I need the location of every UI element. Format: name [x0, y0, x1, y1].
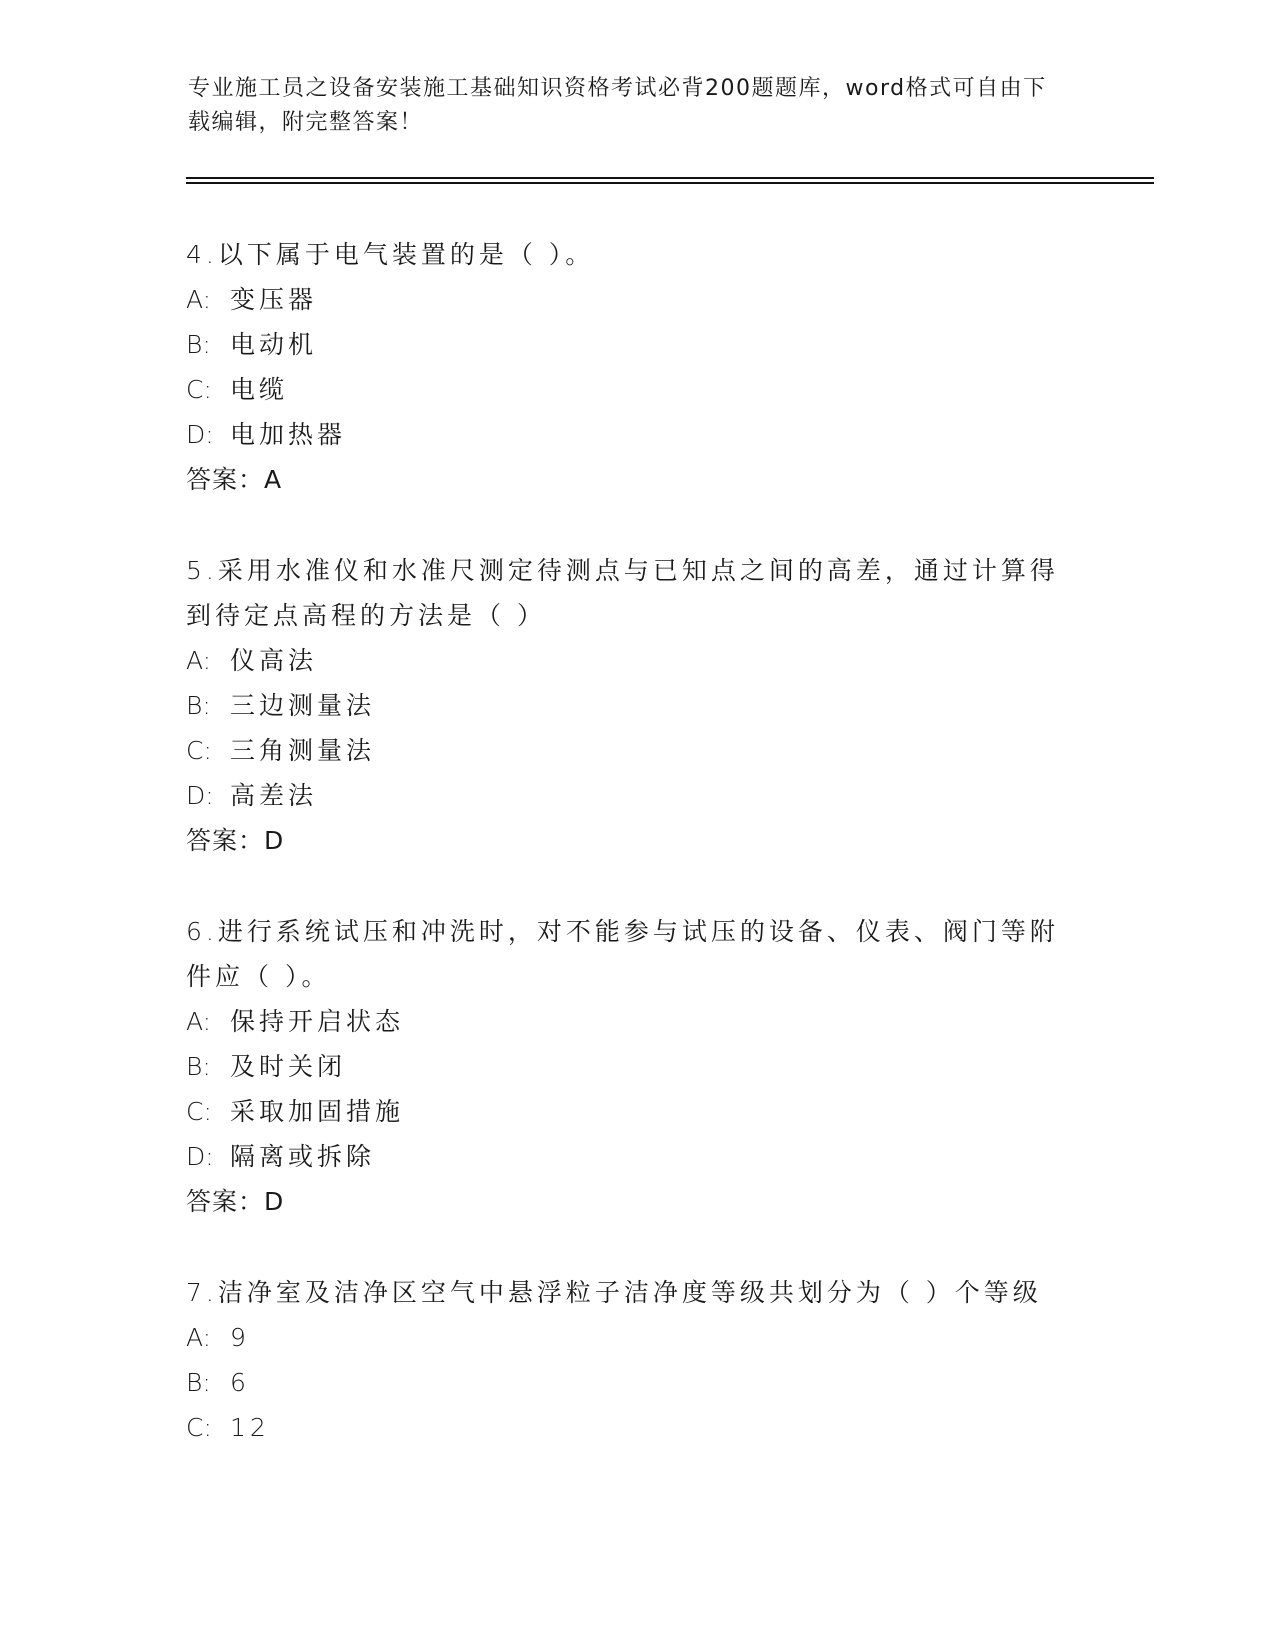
option-d — [186, 412, 1086, 457]
option-d — [186, 1134, 1086, 1179]
option-text: 变压器 — [230, 285, 318, 314]
question-list — [186, 232, 1086, 1496]
question-text: 7.洁净室及洁净区空气中悬浮粒子洁净度等级共划分为（ ）个等级 — [186, 1278, 1042, 1307]
answer-line: 答案：D — [186, 1187, 285, 1216]
option-c — [186, 367, 1086, 412]
option-d — [186, 773, 1086, 818]
option-text: 隔离或拆除 — [230, 1142, 376, 1171]
option-c — [186, 1089, 1086, 1134]
option-letter: B: — [186, 1368, 211, 1397]
option-letter: C: — [186, 375, 212, 404]
question-text: 5.采用水准仪和水准尺测定待测点与已知点之间的高差，通过计算得到待定点高程的方法是（ ） — [186, 556, 1059, 630]
option-c — [186, 728, 1086, 773]
question-text: 6.进行系统试压和冲洗时，对不能参与试压的设备、仪表、阀门等附件应（ ）。 — [186, 917, 1059, 991]
question-7 — [186, 1270, 1086, 1450]
option-text: 三角测量法 — [230, 736, 376, 765]
option-letter: C: — [186, 1413, 212, 1442]
option-b — [186, 322, 1086, 367]
header-divider-bottom — [186, 182, 1154, 184]
option-b — [186, 683, 1086, 728]
option-a — [186, 999, 1086, 1044]
option-text: 电缆 — [230, 375, 289, 404]
option-letter: C: — [186, 736, 212, 765]
option-a — [186, 638, 1086, 683]
option-letter: D: — [186, 420, 214, 449]
option-a — [186, 277, 1086, 322]
question-4 — [186, 232, 1086, 502]
option-b — [186, 1044, 1086, 1089]
option-letter: A: — [186, 285, 212, 314]
option-b — [186, 1360, 1086, 1405]
option-text: 高差法 — [230, 781, 318, 810]
answer-line: 答案：D — [186, 826, 285, 855]
option-text: 9 — [230, 1323, 250, 1352]
option-letter: D: — [186, 1142, 214, 1171]
option-letter: A: — [186, 1007, 212, 1036]
option-letter: A: — [186, 1323, 212, 1352]
question-text: 4.以下属于电气装置的是（ ）。 — [186, 240, 595, 269]
option-letter: B: — [186, 691, 211, 720]
question-5 — [186, 548, 1086, 863]
option-letter: D: — [186, 781, 214, 810]
header-divider-top — [186, 177, 1154, 179]
option-letter: B: — [186, 330, 211, 359]
option-text: 电加热器 — [230, 420, 347, 449]
question-6 — [186, 909, 1086, 1224]
option-c — [186, 1405, 1086, 1450]
option-letter: C: — [186, 1097, 212, 1126]
option-letter: B: — [186, 1052, 211, 1081]
option-text: 保持开启状态 — [230, 1007, 405, 1036]
document-header: 专业施工员之设备安装施工基础知识资格考试必背200题题库，word格式可自由下载编辑，附完整答案！ — [188, 76, 1047, 135]
option-text: 6 — [230, 1368, 250, 1397]
option-text: 及时关闭 — [230, 1052, 347, 1081]
option-a — [186, 1315, 1086, 1360]
option-letter: A: — [186, 646, 212, 675]
option-text: 仪高法 — [230, 646, 318, 675]
answer-line: 答案：A — [186, 465, 283, 494]
option-text: 采取加固措施 — [230, 1097, 405, 1126]
option-text: 12 — [230, 1413, 270, 1442]
option-text: 三边测量法 — [230, 691, 376, 720]
option-text: 电动机 — [230, 330, 318, 359]
